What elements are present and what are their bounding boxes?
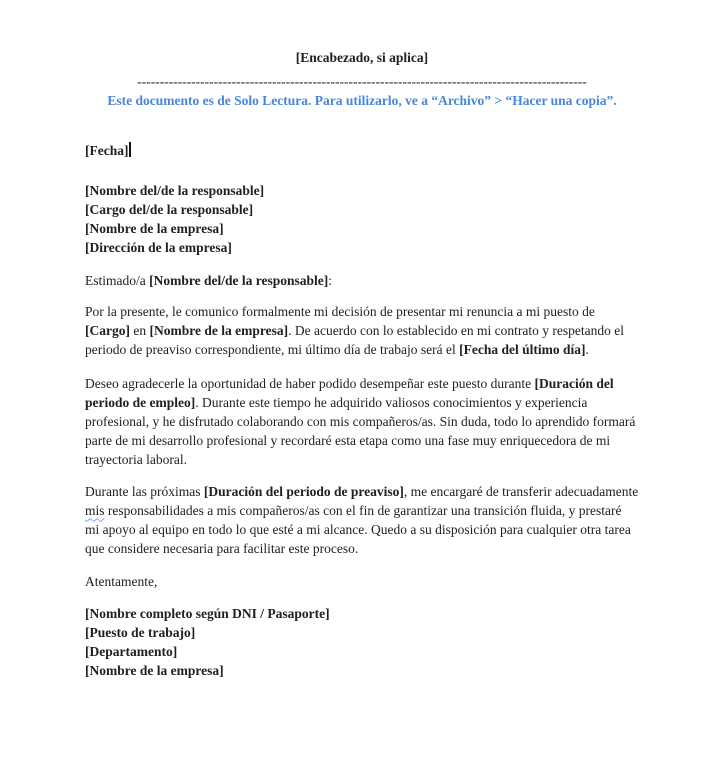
- readonly-notice[interactable]: Este documento es de Solo Lectura. Para utilizarlo, ve a “Archivo” > “Hacer una copia”.: [107, 93, 617, 108]
- grammar-suggestion-run: mis: [85, 502, 105, 518]
- text-run: [Cargo]: [85, 322, 130, 338]
- text-run: Durante las próximas: [85, 483, 204, 499]
- document-header-placeholder[interactable]: [Encabezado, si aplica]: [295, 50, 429, 65]
- text-run: Por la presente, le comunico formalmente mi decisión de presentar mi renuncia a mi puesto de: [85, 303, 595, 319]
- text-run: [Duración del periodo de preaviso]: [203, 483, 404, 499]
- dashed-divider: ----------------------------------------------------------------------------------------------------: [137, 75, 587, 89]
- text-run: :: [328, 272, 333, 288]
- date-line[interactable]: [85, 141, 639, 160]
- recipient-block[interactable]: [85, 181, 639, 257]
- text-run: [Fecha del último día]: [459, 341, 586, 357]
- recipient-name-line: [Nombre del/de la responsable]: [85, 182, 265, 198]
- text-run: [Duración del periodo de empleo]: [85, 375, 614, 410]
- text-run: responsabilidades a mis compañeros/as con el fin de garantizar una transición fluida, y prestaré mi apoyo al equipo en todo lo que esté a mi alcance. Quedo a su disposición para cualquier otra tarea que considere necesaria para facilitar este proceso.: [85, 502, 631, 556]
- text-run: [Nombre del/de la responsable]: [149, 272, 329, 288]
- paragraph-transition[interactable]: [85, 482, 639, 558]
- paragraph-gratitude[interactable]: [85, 374, 639, 469]
- text-run: .: [585, 341, 589, 357]
- signature-name-line: [Nombre completo según DNI / Pasaporte]: [85, 605, 330, 621]
- text-run: en: [129, 322, 150, 338]
- signature-block[interactable]: [85, 604, 639, 680]
- closing-line[interactable]: Atentamente,: [85, 573, 158, 589]
- text-run: . Durante este tiempo he adquirido valiosos conocimientos y experiencia profesional, y he disfrutado colaborando con mis compañeros/as. Sin duda, todo lo aprendido formará parte de mi desarrollo profesional y recordaré esta etapa como una fase muy enriquecedora de mi trayectoria laboral.: [85, 394, 636, 467]
- recipient-company-line: [Nombre de la empresa]: [85, 220, 224, 236]
- text-run: [Nombre de la empresa]: [149, 322, 289, 338]
- paragraph-resignation[interactable]: [85, 302, 639, 359]
- text-run: Estimado/a: [85, 272, 150, 288]
- signature-department-line: [Departamento]: [85, 643, 178, 659]
- recipient-title-line: [Cargo del/de la responsable]: [85, 201, 254, 217]
- text-run: . De acuerdo con lo establecido en mi contrato y respetando el periodo de preaviso correspondiente, mi último día de trabajo será el: [85, 322, 624, 357]
- text-run: Deseo agradecerle la oportunidad de haber podido desempeñar este puesto durante: [85, 375, 535, 391]
- signature-company-line: [Nombre de la empresa]: [85, 662, 224, 678]
- salutation[interactable]: [85, 271, 639, 290]
- date-placeholder[interactable]: [Fecha]: [85, 142, 129, 158]
- text-cursor: [129, 142, 131, 157]
- recipient-address-line: [Dirección de la empresa]: [85, 239, 232, 255]
- signature-jobtitle-line: [Puesto de trabajo]: [85, 624, 196, 640]
- text-run: , me encargaré de transferir adecuadamente: [403, 483, 639, 499]
